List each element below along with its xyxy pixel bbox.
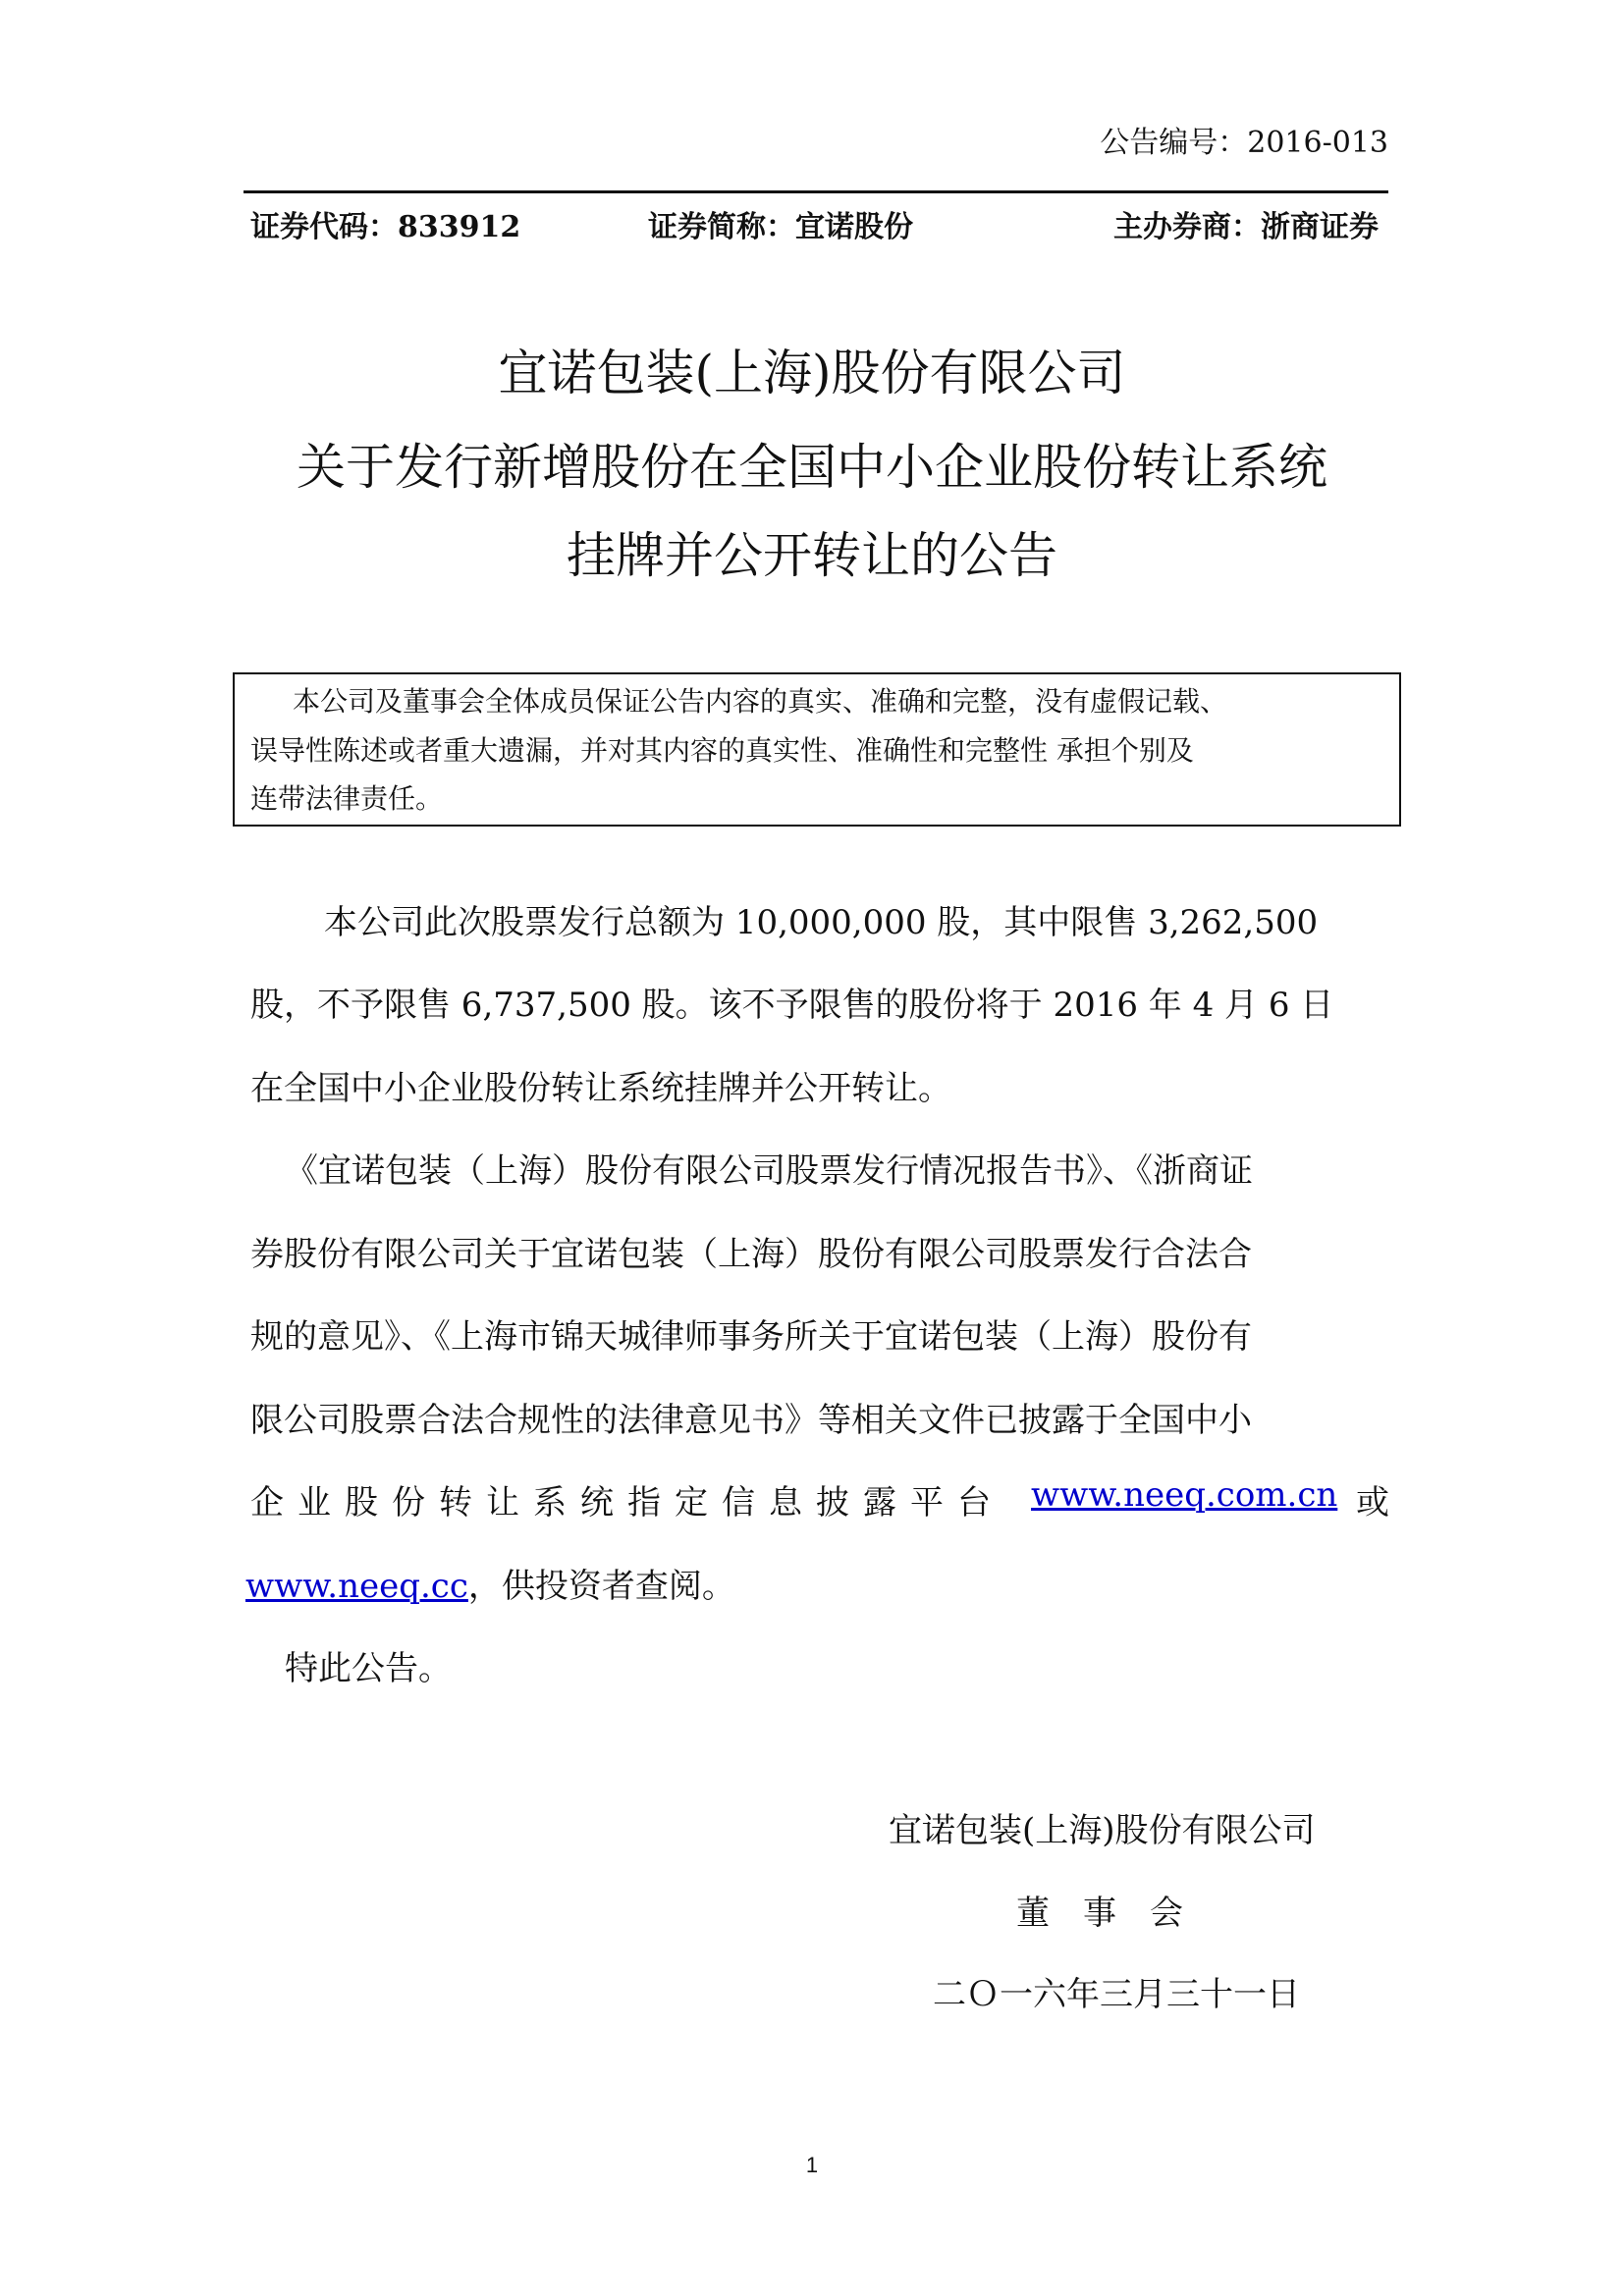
paragraph-2-line-2: 券股份有限公司关于宜诺包装（上海）股份有限公司股票发行合法合 bbox=[250, 1235, 1252, 1274]
paragraph-1-line-3: 在全国中小企业股份转让系统挂牌并公开转让。 bbox=[250, 1069, 951, 1108]
or-text: 或 bbox=[1356, 1483, 1389, 1522]
sponsor-broker: 主办券商：浙商证券 bbox=[1113, 210, 1379, 244]
paragraph-2-line-1: 《宜诺包装（上海）股份有限公司股票发行情况报告书》、《浙商证 bbox=[285, 1151, 1253, 1191]
neeq-cc-link[interactable]: www.neeq.cc bbox=[245, 1567, 468, 1606]
notice-number: 公告编号：2016-013 bbox=[1100, 126, 1388, 160]
disclaimer-line-1: 本公司及董事会全体成员保证公告内容的真实、准确和完整，没有虚假记载、 bbox=[293, 685, 1228, 718]
neeq-com-cn-link[interactable]: www.neeq.com.cn bbox=[1031, 1475, 1338, 1515]
header-divider bbox=[244, 190, 1388, 193]
paragraph-2-line-4: 限公司股票合法合规性的法律意见书》等相关文件已披露于全国中小 bbox=[250, 1401, 1252, 1440]
title-line-3: 挂牌并公开转让的公告 bbox=[567, 527, 1057, 584]
platform-text: 企业股份转让系统指定信息披露平台 bbox=[250, 1483, 1004, 1522]
disclaimer-line-2: 误导性陈述或者重大遗漏，并对其内容的真实性、准确性和完整性 承担个别及 bbox=[250, 734, 1194, 767]
paragraph-2-line-6-rest: ，供投资者查阅。 bbox=[467, 1567, 735, 1606]
closing-line: 特此公告。 bbox=[285, 1649, 452, 1688]
paragraph-1-line-1: 本公司此次股票发行总额为 10,000,000 股，其中限售 3,262,500 bbox=[324, 903, 1319, 942]
disclaimer-line-3: 连带法律责任。 bbox=[250, 782, 444, 815]
paragraph-2-line-6 bbox=[245, 1559, 735, 1607]
signature-date: 二Ｏ一六年三月三十一日 bbox=[933, 1975, 1300, 2014]
signature-board: 董 事 会 bbox=[1016, 1894, 1183, 1933]
page-number: 1 bbox=[805, 2153, 819, 2177]
security-code: 证券代码：833912 bbox=[250, 210, 521, 244]
title-line-2: 关于发行新增股份在全国中小企业股份转让系统 bbox=[297, 439, 1327, 496]
paragraph-1-line-2: 股，不予限售 6,737,500 股。该不予限售的股份将于 2016 年 4 月 6 日 bbox=[250, 986, 1334, 1025]
paragraph-2-line-5 bbox=[250, 1475, 1389, 1523]
paragraph-2-line-3: 规的意见》、《上海市锦天城律师事务所关于宜诺包装（上海）股份有 bbox=[250, 1317, 1252, 1357]
title-line-1: 宜诺包装(上海)股份有限公司 bbox=[498, 345, 1126, 401]
security-abbreviation: 证券简称：宜诺股份 bbox=[648, 210, 913, 244]
signature-company: 宜诺包装(上海)股份有限公司 bbox=[889, 1811, 1316, 1850]
